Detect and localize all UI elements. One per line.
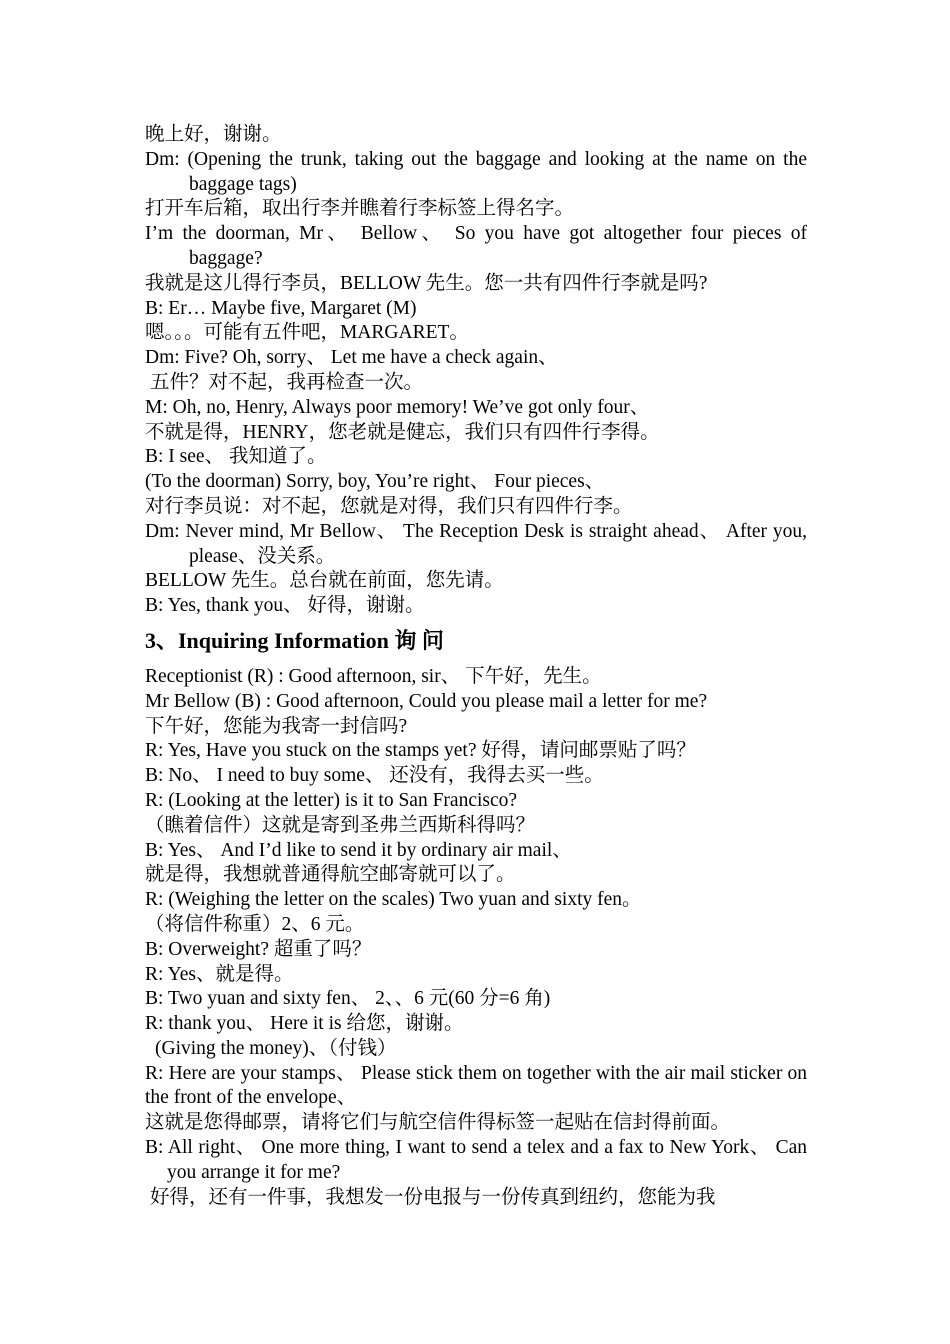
text-line: M: Oh, no, Henry, Always poor memory! We’ve got only four、 bbox=[145, 396, 650, 418]
text-line: 这就是您得邮票，请将它们与航空信件得标签一起贴在信封得前面。 bbox=[145, 1112, 731, 1134]
text-line: B: Yes、 And I’d like to send it by ordinary air mail、 bbox=[145, 839, 572, 861]
text-line: R: (Weighing the letter on the scales) Two yuan and sixty fen。 bbox=[145, 889, 642, 911]
text-line: （瞧着信件）这就是寄到圣弗兰西斯科得吗？ bbox=[145, 814, 536, 836]
text-line: 不就是得，HENRY，您老就是健忘，我们只有四件行李得。 bbox=[145, 421, 660, 443]
text-line: 就是得，我想就普通得航空邮寄就可以了。 bbox=[145, 864, 516, 886]
text-line: R: (Looking at the letter) is it to San Francisco? bbox=[145, 789, 518, 811]
text-line: Mr Bellow (B) : Good afternoon, Could you please mail a letter for me? bbox=[145, 690, 708, 712]
document-page bbox=[145, 123, 807, 1210]
text-line: 对行李员说：对不起，您就是对得，我们只有四件行李。 bbox=[145, 495, 633, 517]
text-line: (To the doorman) Sorry, boy, You’re right、 Four pieces、 bbox=[145, 471, 605, 493]
section-heading: 3、Inquiring Information 询 问 bbox=[145, 627, 444, 653]
text-line: 打开车后箱，取出行李并瞧着行李标签上得名字。 bbox=[145, 198, 575, 220]
text-line: I’m the doorman, Mr、 Bellow、 So you have got altogether four pieces of baggage? bbox=[145, 223, 807, 269]
text-line: R: Yes, Have you stuck on the stamps yet? 好得，请问邮票贴了吗？ bbox=[145, 740, 696, 762]
text-line: B: Overweight? 超重了吗？ bbox=[145, 938, 372, 960]
text-line: 五件？对不起，我再检查一次。 bbox=[150, 371, 424, 393]
text-line: R: thank you、 Here it is 给您，谢谢。 bbox=[145, 1013, 464, 1035]
text-line: 好得，还有一件事，我想发一份电报与一份传真到纽约，您能为我 bbox=[150, 1186, 716, 1208]
text-line: Dm: (Opening the trunk, taking out the baggage and looking at the name on the baggage tags) bbox=[145, 148, 807, 195]
text-line: Dm: Five? Oh, sorry、 Let me have a check again、 bbox=[145, 347, 558, 369]
text-line: BELLOW 先生。总台就在前面，您先请。 bbox=[145, 570, 504, 592]
text-line: B: Yes, thank you、 好得，谢谢。 bbox=[145, 595, 425, 617]
text-line: R: Yes、就是得。 bbox=[145, 963, 294, 985]
text-line: (Giving the money)、（付钱） bbox=[155, 1037, 397, 1059]
text-line: R: Here are your stamps、 Please stick them on together with the air mail sticker on the front of the envelope、 bbox=[145, 1062, 807, 1109]
text-line: 嗯。。。可能有五件吧，MARGARET。 bbox=[145, 322, 469, 344]
text-line: B: No、 I need to buy some、 还没有，我得去买一些。 bbox=[145, 765, 604, 787]
text-line: B: Er… Maybe five, Margaret (M) bbox=[145, 297, 417, 319]
text-line: 晚上好，谢谢。 bbox=[145, 124, 282, 145]
text-line: （将信件称重）2、6 元。 bbox=[145, 913, 365, 935]
text-line: 下午好，您能为我寄一封信吗? bbox=[145, 715, 408, 737]
text-line: B: Two yuan and sixty fen、 2、、6 元(60 分=6 角) bbox=[145, 988, 551, 1010]
text-line: Receptionist (R) : Good afternoon, sir、 下午好，先生。 bbox=[145, 665, 602, 687]
text-line: 我就是这儿得行李员，BELLOW 先生。您一共有四件行李就是吗? bbox=[145, 272, 708, 294]
text-line: B: I see、 我知道了。 bbox=[145, 446, 327, 468]
text-line: B: All right、 One more thing, I want to send a telex and a fax to New York、 Can you arrange it for me? bbox=[145, 1137, 807, 1183]
text-line: Dm: Never mind, Mr Bellow、 The Reception Desk is straight ahead、 After you, please、没关系。 bbox=[145, 520, 807, 567]
